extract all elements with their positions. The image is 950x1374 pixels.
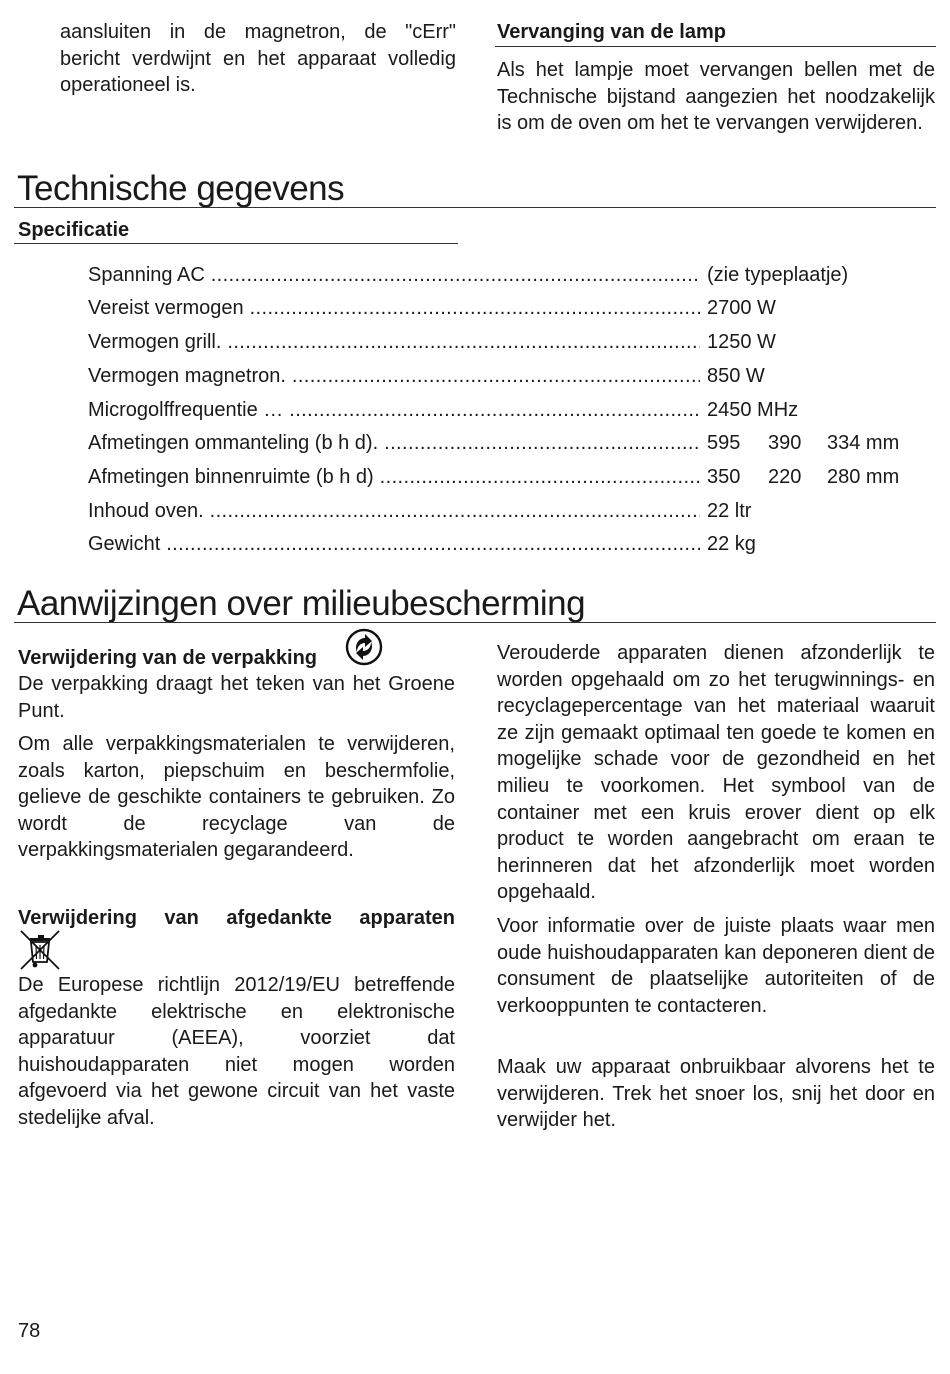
packaging-paragraph-1: De verpakking draagt het teken van het Groene Punt. [18,673,455,722]
dimension-depth: 280 mm [827,466,900,488]
spec-row [88,361,928,391]
spec-row [88,327,928,357]
packaging-paragraph-2: Om alle verpakkingsmaterialen te verwijderen, zoals karton, piepschuim en beschermfolie, gelieve de geschikte containers te gebruiken. Zo wordt de recyclage van de verpakkingsmaterialen gegarandeerd. [18,733,455,862]
spec-value-dimensions [707,462,899,492]
spec-row [88,428,928,458]
right-paragraph-1: Verouderde apparaten dienen afzonderlijk te worden opgehaald om zo het terugwinnings- en recyclagepercentage van het materiaal waaruit ze zijn gemaakt optimaal ten goede te komen en mogelijke schade voor de gezondheid en het milieu te voorkomen. Het symbool van de container met een kruis erover dient op elk product te worden aangebracht om eraan te herinneren dat het afzonderlijk moet worden opgehaald. [497,642,935,904]
specification-heading: Specificatie [18,219,130,241]
page-number: 78 [18,1320,41,1342]
spec-row [88,260,928,290]
technical-title-rule [14,207,936,208]
environment-title: Aanwijzingen over milieubescherming [17,584,586,623]
spec-row [88,462,928,492]
appliances-paragraph: De Europese richtlijn 2012/19/EU betreffende afgedankte elektrische en elektronische apparatuur (AEEA), voorziet dat huishoudapparaten niet mogen worden afgevoerd via het gewone circuit van het vaste stedelijke afval. [18,974,455,1129]
specification-rule [14,243,458,244]
spec-label: Vermogen grill. ..... [88,327,700,357]
spec-value: 2700 W [707,297,776,319]
environment-title-rule [14,622,936,623]
spec-row [88,395,928,425]
spec-label: Spanning AC ..... [88,260,700,290]
green-dot-recycle-icon [345,628,383,666]
spec-label: Microgolffrequentie … ..... [88,395,700,425]
lamp-paragraph: Als het lampje moet vervangen bellen met de Technische bijstand aangezien het noodzakelijk is om de oven om het te vervangen verwijderen. [497,59,935,135]
spec-value: (zie typeplaatje) [707,264,849,286]
technical-data-title: Technische gegevens [17,169,345,208]
spec-value-dimensions [707,428,899,458]
spec-value: 22 ltr [707,500,752,522]
lamp-heading: Vervanging van de lamp [497,21,726,43]
appliances-heading: Verwijdering van afgedankte apparaten [18,907,455,929]
spec-row [88,529,928,559]
continued-paragraph: aansluiten in de magnetron, de "cErr" bericht verdwijnt en het apparaat volledig operationeel is. [60,21,456,97]
right-paragraph-2: Voor informatie over de juiste plaats waar men oude huishoudapparaten kan deponeren dient de consument de plaatselijke autoriteiten of de verkooppunten te contacteren. [497,915,935,1017]
spec-value: 2450 MHz [707,399,799,421]
dimension-depth: 334 mm [827,432,900,454]
spec-label: Gewicht ..... [88,529,700,559]
packaging-heading: Verwijdering van de verpakking [18,647,318,669]
spec-value: 850 W [707,365,765,387]
dimension-width: 350 [707,466,741,488]
right-paragraph-3: Maak uw apparaat onbruikbaar alvorens het te verwijderen. Trek het snoer los, snij het door en verwijder het. [497,1056,935,1132]
spec-row [88,496,928,526]
spec-value: 1250 W [707,331,776,353]
spec-row [88,293,928,323]
spec-label: Afmetingen binnenruimte (b h d) ..... [88,462,700,492]
dimension-width: 595 [707,432,741,454]
spec-value: 22 kg [707,533,756,555]
spec-label: Inhoud oven. ..... [88,496,700,526]
dimension-height: 390 [768,432,802,454]
lamp-heading-rule [495,46,936,47]
spec-label: Vereist vermogen ..... [88,293,700,323]
dimension-height: 220 [768,466,802,488]
spec-label: Afmetingen ommanteling (b h d). ..... [88,428,700,458]
spec-label: Vermogen magnetron. ..... [88,361,700,391]
crossed-out-wheelie-bin-icon [18,929,62,971]
